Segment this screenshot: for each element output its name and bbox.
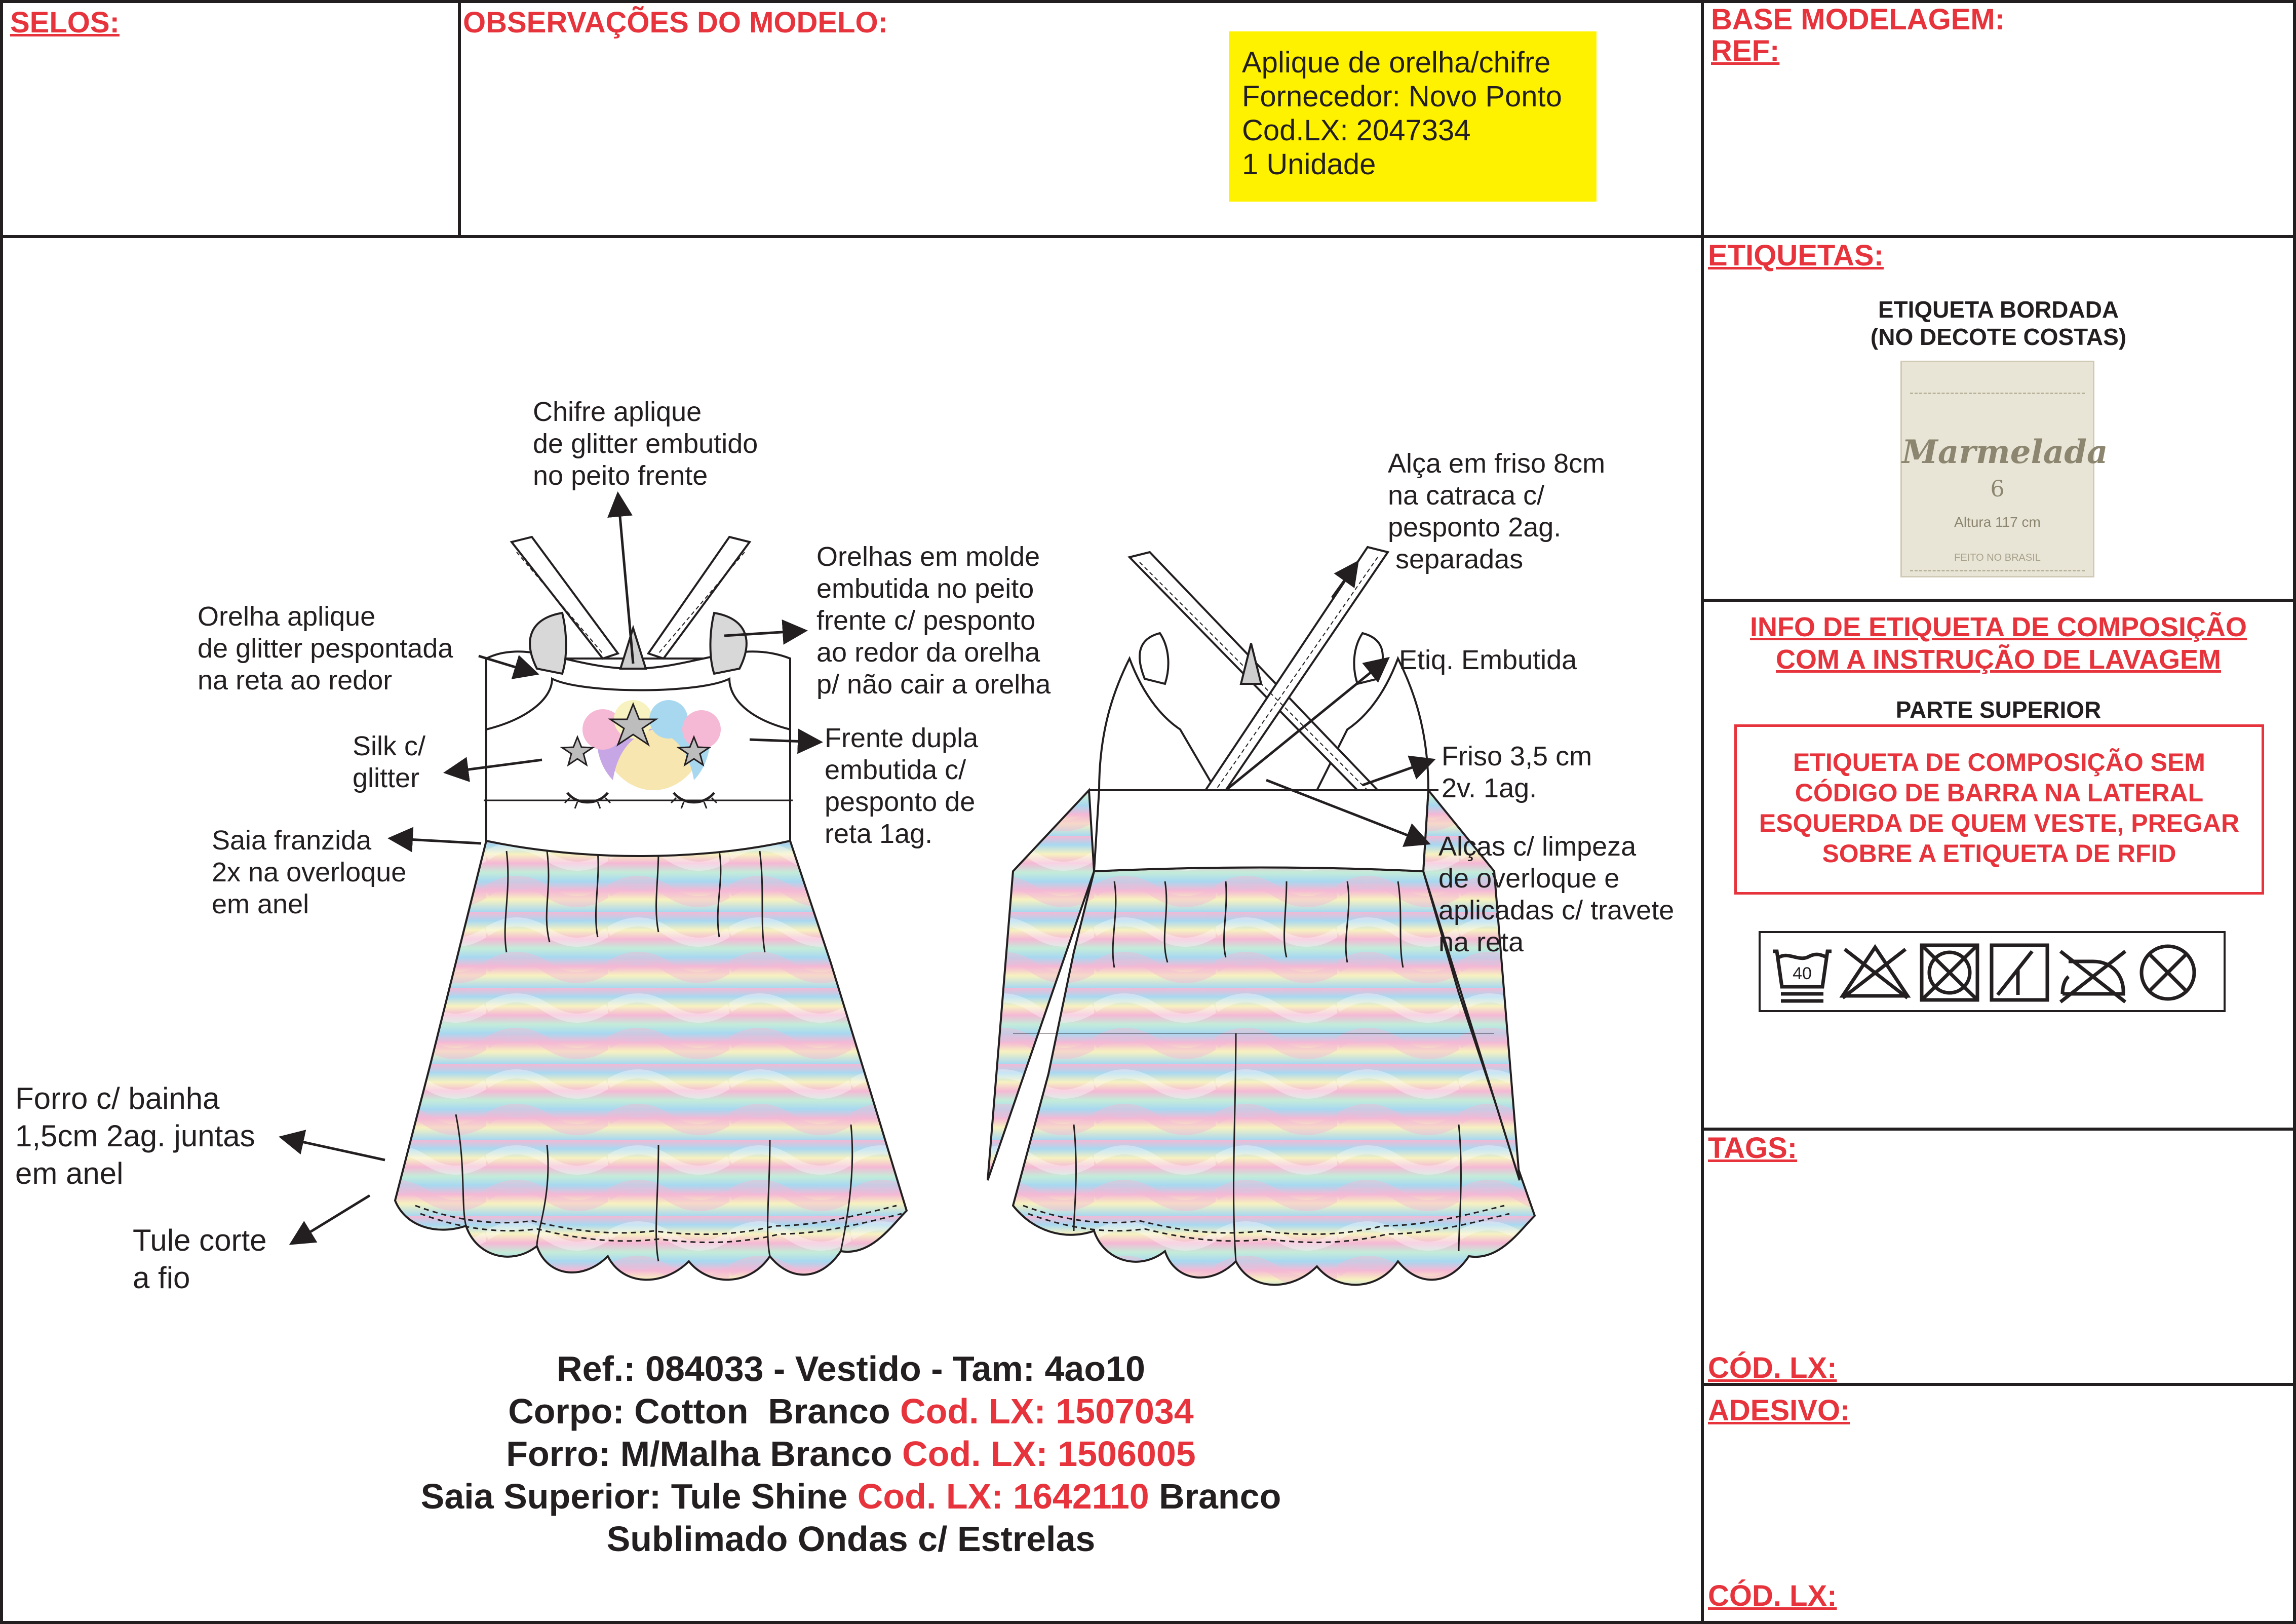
annotation-line: p/ não cair a orelha xyxy=(816,669,1051,700)
spec-forro-code: Cod. LX: 1506005 xyxy=(902,1434,1196,1474)
no-tumble-dry-icon xyxy=(1922,945,1977,1000)
spec-corpo-text: Corpo: Cotton Branco xyxy=(508,1391,901,1431)
composicao-instructions xyxy=(1734,724,2264,895)
label-height: Altura 117 cm xyxy=(1954,514,2041,530)
annotation-line: ao redor da orelha xyxy=(816,637,1040,668)
annotation-line: Silk c/ xyxy=(353,731,426,761)
annotation-line: separadas xyxy=(1388,544,1524,574)
annotation-line: a fio xyxy=(133,1261,190,1295)
composicao-line: ETIQUETA DE COMPOSIÇÃO SEM xyxy=(1793,748,2205,777)
annotation-chifre xyxy=(533,396,758,492)
annotation-line: 2v. 1ag. xyxy=(1442,773,1537,803)
annotation-alca xyxy=(1388,448,1605,575)
spec-sublimado: Sublimado Ondas c/ Estrelas xyxy=(606,1519,1096,1559)
info-title-line: COM A INSTRUÇÃO DE LAVAGEM xyxy=(1776,644,2221,675)
annotation-line: 1,5cm 2ag. juntas xyxy=(15,1119,255,1153)
info-title-line: INFO DE ETIQUETA DE COMPOSIÇÃO xyxy=(1749,612,2247,642)
label-stitch-line xyxy=(1910,570,2085,571)
spec-ref: Ref.: 084033 - Vestido - Tam: 4ao10 xyxy=(557,1349,1145,1388)
label-brand: Marmelada xyxy=(1902,433,2108,471)
annotation-line: frente c/ pesponto xyxy=(816,605,1036,636)
annotation-line: pesponto 2ag. xyxy=(1388,512,1562,543)
front-right-ear xyxy=(711,613,747,674)
spec-corpo xyxy=(0,1390,1702,1433)
info-composicao-title xyxy=(1701,611,2296,676)
annotation-etiq xyxy=(1399,644,1577,676)
care-symbols xyxy=(1759,931,2226,1012)
etiqueta-bordada-title xyxy=(1701,296,2296,351)
note-line: 1 Unidade xyxy=(1242,148,1376,181)
annotation-line: Orelhas em molde xyxy=(816,542,1040,572)
label-stitch-line xyxy=(1910,393,2085,394)
wash-temperature: 40 xyxy=(1793,964,1812,983)
spec-corpo-code: Cod. LX: 1507034 xyxy=(900,1391,1194,1431)
box-tags xyxy=(1701,1128,2296,1386)
spec-saia-code: Cod. LX: 1642110 xyxy=(857,1477,1149,1516)
label-made-in: FEITO NO BRASIL xyxy=(1954,552,2041,563)
composicao-line: SOBRE A ETIQUETA DE RFID xyxy=(1822,839,2176,868)
annotation-alcas xyxy=(1438,831,1674,958)
label-size: 6 xyxy=(1990,476,2005,502)
no-dry-clean-icon xyxy=(2142,946,2194,999)
no-bleach-icon xyxy=(1843,947,1908,998)
note-line: Aplique de orelha/chifre xyxy=(1242,46,1551,79)
annotation-line: na reta xyxy=(1438,927,1524,957)
spec-block xyxy=(0,1347,1702,1560)
annotation-line: Forro c/ bainha xyxy=(15,1081,220,1115)
front-skirt xyxy=(395,833,907,1280)
base-modelagem-label: BASE MODELAGEM: xyxy=(1711,3,2005,36)
annotation-line: em anel xyxy=(15,1156,124,1190)
spec-saia-text: Saia Superior: Tule Shine xyxy=(420,1477,858,1516)
tags-label: TAGS: xyxy=(1708,1132,1798,1165)
note-line: Cod.LX: 2047334 xyxy=(1242,114,1471,147)
etiqueta-bordada-line: (NO DECOTE COSTAS) xyxy=(1870,324,2127,350)
etiquetas-label: ETIQUETAS: xyxy=(1708,239,1884,272)
composicao-line: CÓDIGO DE BARRA NA LATERAL xyxy=(1795,779,2204,807)
ref-label: REF: xyxy=(1711,34,1780,67)
parte-superior-label: PARTE SUPERIOR xyxy=(1895,697,2102,723)
selos-label: SELOS: xyxy=(10,6,120,39)
cod-lx-label-1: CÓD. LX: xyxy=(1708,1351,1837,1384)
no-iron-icon xyxy=(2060,951,2125,1002)
annotation-line: Frente dupla xyxy=(825,723,979,753)
care-symbols-svg xyxy=(1759,931,2226,1012)
cod-lx-label-2: CÓD. LX: xyxy=(1708,1579,1837,1612)
spec-forro xyxy=(0,1433,1702,1475)
annotation-line: Tule corte xyxy=(133,1223,267,1257)
annotation-line: na catraca c/ xyxy=(1388,480,1545,511)
annotation-line: embutida c/ xyxy=(825,755,966,785)
etiqueta-bordada-line: ETIQUETA BORDADA xyxy=(1878,296,2119,323)
annotation-tule xyxy=(133,1222,267,1297)
front-left-ear xyxy=(530,613,566,674)
annotation-line: de glitter pespontada xyxy=(198,633,453,664)
annotation-friso xyxy=(1442,741,1592,804)
annotation-line: de glitter embutido xyxy=(533,429,758,459)
annotation-forro xyxy=(15,1080,255,1192)
annotation-line: glitter xyxy=(353,763,420,793)
back-bodice xyxy=(1094,790,1428,871)
annotation-line: Orelha aplique xyxy=(198,601,376,632)
annotation-line: Friso 3,5 cm xyxy=(1442,741,1592,771)
annotation-frente-dupla xyxy=(825,722,978,850)
adesivo-label: ADESIVO: xyxy=(1708,1394,1850,1427)
annotation-line: de overloque e xyxy=(1438,863,1620,894)
annotation-line: Alça em friso 8cm xyxy=(1388,448,1606,479)
annotation-line: Saia franzida xyxy=(212,825,372,856)
annotation-line: 2x na overloque xyxy=(212,857,407,887)
composicao-line: ESQUERDA DE QUEM VESTE, PREGAR xyxy=(1759,809,2240,837)
annotation-line: no peito frente xyxy=(533,460,708,491)
annotation-line: pesponto de xyxy=(825,787,976,817)
annotation-orelha xyxy=(198,601,453,697)
annotation-line: em anel xyxy=(212,889,309,919)
annotation-line: reta 1ag. xyxy=(825,819,933,849)
note-line: Fornecedor: Novo Ponto xyxy=(1242,80,1562,113)
annotation-orelhas-molde xyxy=(816,541,1050,701)
spec-forro-text: Forro: M/Malha Branco xyxy=(506,1434,903,1474)
drip-dry-icon xyxy=(1992,945,2047,1000)
annotation-line: embutida no peito xyxy=(816,573,1034,604)
annotation-line: Alças c/ limpeza xyxy=(1438,831,1637,862)
annotation-saia xyxy=(212,825,406,920)
annotation-line: Chifre aplique xyxy=(533,397,702,427)
annotation-line: Etiq. Embutida xyxy=(1399,645,1577,675)
woven-brand-label xyxy=(1900,361,2108,577)
annotation-silk xyxy=(353,730,425,794)
annotation-line: aplicadas c/ travete xyxy=(1438,895,1675,925)
spec-saia xyxy=(0,1475,1702,1518)
observacoes-label: OBSERVAÇÕES DO MODELO: xyxy=(463,6,888,39)
spec-saia-color: Branco xyxy=(1149,1477,1281,1516)
annotation-line: na reta ao redor xyxy=(198,665,393,695)
